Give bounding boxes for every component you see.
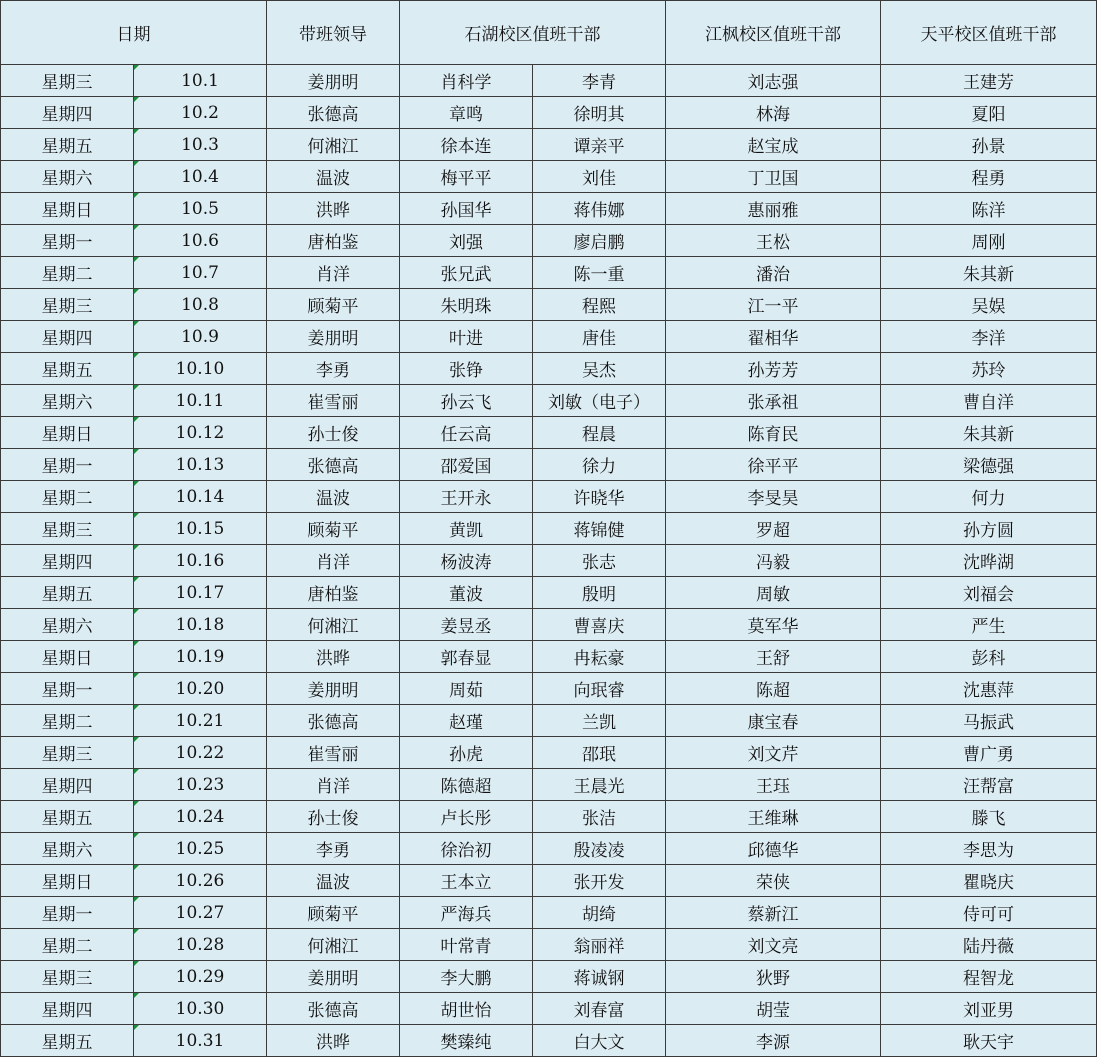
shihu-duty-cell[interactable]: 张兄武: [400, 257, 533, 289]
shihu-duty-cell[interactable]: 孙云飞: [400, 385, 533, 417]
leader-cell[interactable]: 肖洋: [267, 257, 400, 289]
jiangfeng-duty-cell[interactable]: 陈超: [666, 673, 881, 705]
table-row: [1, 321, 1097, 353]
shihu-duty-cell[interactable]: 赵瑾: [400, 705, 533, 737]
shihu-duty-cell[interactable]: 蒋锦健: [533, 513, 666, 545]
table-row: [1, 513, 1097, 545]
weekday-cell[interactable]: 星期六: [1, 833, 134, 865]
shihu-duty-cell[interactable]: 徐力: [533, 449, 666, 481]
jiangfeng-duty-cell[interactable]: 荣侠: [666, 865, 881, 897]
tianping-duty-cell[interactable]: 周刚: [881, 225, 1097, 257]
tianping-duty-cell[interactable]: 吴娱: [881, 289, 1097, 321]
header-shihu-campus[interactable]: 石湖校区值班干部: [400, 1, 666, 65]
weekday-cell[interactable]: 星期三: [1, 65, 134, 97]
jiangfeng-duty-cell[interactable]: 刘志强: [666, 65, 881, 97]
weekday-cell[interactable]: 星期五: [1, 129, 134, 161]
date-cell[interactable]: 10.19: [134, 641, 267, 673]
shihu-duty-cell[interactable]: 程熙: [533, 289, 666, 321]
shihu-duty-cell[interactable]: 陈德超: [400, 769, 533, 801]
header-date[interactable]: 日期: [1, 1, 267, 65]
tianping-duty-cell[interactable]: 滕飞: [881, 801, 1097, 833]
shihu-duty-cell[interactable]: 殷凌凌: [533, 833, 666, 865]
jiangfeng-duty-cell[interactable]: 李源: [666, 1025, 881, 1057]
leader-cell[interactable]: 顾菊平: [267, 897, 400, 929]
shihu-duty-cell[interactable]: 孙国华: [400, 193, 533, 225]
shihu-duty-cell[interactable]: 张铮: [400, 353, 533, 385]
weekday-cell[interactable]: 星期二: [1, 481, 134, 513]
table-row: [1, 897, 1097, 929]
shihu-duty-cell[interactable]: 肖科学: [400, 65, 533, 97]
tianping-duty-cell[interactable]: 马振武: [881, 705, 1097, 737]
shihu-duty-cell[interactable]: 周茹: [400, 673, 533, 705]
shihu-duty-cell[interactable]: 樊臻纯: [400, 1025, 533, 1057]
table-row: [1, 129, 1097, 161]
date-cell[interactable]: 10.16: [134, 545, 267, 577]
table-row: [1, 705, 1097, 737]
tianping-duty-cell[interactable]: 耿天宇: [881, 1025, 1097, 1057]
weekday-cell[interactable]: 星期三: [1, 961, 134, 993]
leader-cell[interactable]: 姜朋明: [267, 673, 400, 705]
header-leader[interactable]: 带班领导: [267, 1, 400, 65]
shihu-duty-cell[interactable]: 朱明珠: [400, 289, 533, 321]
jiangfeng-duty-cell[interactable]: 林海: [666, 97, 881, 129]
table-row: [1, 993, 1097, 1025]
jiangfeng-duty-cell[interactable]: 翟相华: [666, 321, 881, 353]
leader-cell[interactable]: 何湘江: [267, 609, 400, 641]
shihu-duty-cell[interactable]: 王晨光: [533, 769, 666, 801]
shihu-duty-cell[interactable]: 刘强: [400, 225, 533, 257]
leader-cell[interactable]: 张德高: [267, 97, 400, 129]
leader-cell[interactable]: 肖洋: [267, 545, 400, 577]
tianping-duty-cell[interactable]: 陈洋: [881, 193, 1097, 225]
jiangfeng-duty-cell[interactable]: 惠丽雅: [666, 193, 881, 225]
shihu-duty-cell[interactable]: 叶常青: [400, 929, 533, 961]
date-cell[interactable]: 10.24: [134, 801, 267, 833]
tianping-duty-cell[interactable]: 严生: [881, 609, 1097, 641]
tianping-duty-cell[interactable]: 孙方圆: [881, 513, 1097, 545]
leader-cell[interactable]: 张德高: [267, 449, 400, 481]
jiangfeng-duty-cell[interactable]: 刘文芹: [666, 737, 881, 769]
tianping-duty-cell[interactable]: 程智龙: [881, 961, 1097, 993]
weekday-cell[interactable]: 星期二: [1, 257, 134, 289]
shihu-duty-cell[interactable]: 吴杰: [533, 353, 666, 385]
tianping-duty-cell[interactable]: 陆丹薇: [881, 929, 1097, 961]
weekday-cell[interactable]: 星期一: [1, 225, 134, 257]
date-cell[interactable]: 10.23: [134, 769, 267, 801]
shihu-duty-cell[interactable]: 叶进: [400, 321, 533, 353]
tianping-duty-cell[interactable]: 李思为: [881, 833, 1097, 865]
table-row: [1, 769, 1097, 801]
shihu-duty-cell[interactable]: 郭春显: [400, 641, 533, 673]
weekday-cell[interactable]: 星期五: [1, 353, 134, 385]
jiangfeng-duty-cell[interactable]: 孙芳芳: [666, 353, 881, 385]
jiangfeng-duty-cell[interactable]: 冯毅: [666, 545, 881, 577]
jiangfeng-duty-cell[interactable]: 江一平: [666, 289, 881, 321]
shihu-duty-cell[interactable]: 李大鹏: [400, 961, 533, 993]
table-row: [1, 865, 1097, 897]
date-cell[interactable]: 10.14: [134, 481, 267, 513]
leader-cell[interactable]: 张德高: [267, 705, 400, 737]
weekday-cell[interactable]: 星期三: [1, 513, 134, 545]
weekday-cell[interactable]: 星期三: [1, 737, 134, 769]
shihu-duty-cell[interactable]: 兰凯: [533, 705, 666, 737]
leader-cell[interactable]: 何湘江: [267, 929, 400, 961]
jiangfeng-duty-cell[interactable]: 周敏: [666, 577, 881, 609]
shihu-duty-cell[interactable]: 梅平平: [400, 161, 533, 193]
table-row: [1, 929, 1097, 961]
date-cell[interactable]: 10.21: [134, 705, 267, 737]
tianping-duty-cell[interactable]: 夏阳: [881, 97, 1097, 129]
tianping-duty-cell[interactable]: 王建芳: [881, 65, 1097, 97]
table-row: [1, 833, 1097, 865]
leader-cell[interactable]: 温波: [267, 481, 400, 513]
date-cell[interactable]: 10.13: [134, 449, 267, 481]
shihu-duty-cell[interactable]: 卢长彤: [400, 801, 533, 833]
weekday-cell[interactable]: 星期四: [1, 769, 134, 801]
table-row: [1, 257, 1097, 289]
table-row: [1, 801, 1097, 833]
leader-cell[interactable]: 李勇: [267, 833, 400, 865]
jiangfeng-duty-cell[interactable]: 潘治: [666, 257, 881, 289]
jiangfeng-duty-cell[interactable]: 胡莹: [666, 993, 881, 1025]
leader-cell[interactable]: 顾菊平: [267, 513, 400, 545]
table-row: [1, 1025, 1097, 1057]
table-row: [1, 737, 1097, 769]
shihu-duty-cell[interactable]: 蒋诚钢: [533, 961, 666, 993]
table-row: [1, 97, 1097, 129]
date-cell[interactable]: 10.18: [134, 609, 267, 641]
tianping-duty-cell[interactable]: 瞿晓庆: [881, 865, 1097, 897]
date-cell[interactable]: 10.12: [134, 417, 267, 449]
shihu-duty-cell[interactable]: 徐治初: [400, 833, 533, 865]
table-row: [1, 289, 1097, 321]
weekday-cell[interactable]: 星期日: [1, 193, 134, 225]
table-row: [1, 193, 1097, 225]
tianping-duty-cell[interactable]: 刘亚男: [881, 993, 1097, 1025]
jiangfeng-duty-cell[interactable]: 徐平平: [666, 449, 881, 481]
leader-cell[interactable]: 李勇: [267, 353, 400, 385]
tianping-duty-cell[interactable]: 程勇: [881, 161, 1097, 193]
shihu-duty-cell[interactable]: 王开永: [400, 481, 533, 513]
leader-cell[interactable]: 姜朋明: [267, 65, 400, 97]
date-cell[interactable]: 10.27: [134, 897, 267, 929]
shihu-duty-cell[interactable]: 严海兵: [400, 897, 533, 929]
shihu-duty-cell[interactable]: 任云高: [400, 417, 533, 449]
shihu-duty-cell[interactable]: 董波: [400, 577, 533, 609]
tianping-duty-cell[interactable]: 汪帮富: [881, 769, 1097, 801]
shihu-duty-cell[interactable]: 许晓华: [533, 481, 666, 513]
leader-cell[interactable]: 姜朋明: [267, 961, 400, 993]
leader-cell[interactable]: 唐柏鉴: [267, 225, 400, 257]
tianping-duty-cell[interactable]: 曹自洋: [881, 385, 1097, 417]
shihu-duty-cell[interactable]: 张开发: [533, 865, 666, 897]
date-cell[interactable]: 10.5: [134, 193, 267, 225]
shihu-duty-cell[interactable]: 刘春富: [533, 993, 666, 1025]
date-cell[interactable]: 10.8: [134, 289, 267, 321]
weekday-cell[interactable]: 星期四: [1, 97, 134, 129]
weekday-cell[interactable]: 星期日: [1, 865, 134, 897]
shihu-duty-cell[interactable]: 黄凯: [400, 513, 533, 545]
table-row: [1, 641, 1097, 673]
leader-cell[interactable]: 孙士俊: [267, 801, 400, 833]
date-cell[interactable]: 10.29: [134, 961, 267, 993]
shihu-duty-cell[interactable]: 徐明其: [533, 97, 666, 129]
leader-cell[interactable]: 何湘江: [267, 129, 400, 161]
leader-cell[interactable]: 唐柏鉴: [267, 577, 400, 609]
shihu-duty-cell[interactable]: 姜昱丞: [400, 609, 533, 641]
shihu-duty-cell[interactable]: 谭亲平: [533, 129, 666, 161]
tianping-duty-cell[interactable]: 曹广勇: [881, 737, 1097, 769]
shihu-duty-cell[interactable]: 曹喜庆: [533, 609, 666, 641]
weekday-cell[interactable]: 星期日: [1, 417, 134, 449]
date-cell[interactable]: 10.1: [134, 65, 267, 97]
leader-cell[interactable]: 孙士俊: [267, 417, 400, 449]
table-row: [1, 481, 1097, 513]
shihu-duty-cell[interactable]: 邵爱国: [400, 449, 533, 481]
shihu-duty-cell[interactable]: 邵珉: [533, 737, 666, 769]
tianping-duty-cell[interactable]: 沈惠萍: [881, 673, 1097, 705]
leader-cell[interactable]: 洪晔: [267, 641, 400, 673]
jiangfeng-duty-cell[interactable]: 张承祖: [666, 385, 881, 417]
shihu-duty-cell[interactable]: 徐本连: [400, 129, 533, 161]
date-cell[interactable]: 10.11: [134, 385, 267, 417]
shihu-duty-cell[interactable]: 程晨: [533, 417, 666, 449]
tianping-duty-cell[interactable]: 李洋: [881, 321, 1097, 353]
header-tianping-campus[interactable]: 天平校区值班干部: [881, 1, 1097, 65]
jiangfeng-duty-cell[interactable]: 蔡新江: [666, 897, 881, 929]
weekday-cell[interactable]: 星期二: [1, 705, 134, 737]
table-row: [1, 65, 1097, 97]
weekday-cell[interactable]: 星期六: [1, 385, 134, 417]
shihu-duty-cell[interactable]: 胡绮: [533, 897, 666, 929]
leader-cell[interactable]: 张德高: [267, 993, 400, 1025]
shihu-duty-cell[interactable]: 蒋伟娜: [533, 193, 666, 225]
jiangfeng-duty-cell[interactable]: 王珏: [666, 769, 881, 801]
date-cell[interactable]: 10.20: [134, 673, 267, 705]
date-cell[interactable]: 10.28: [134, 929, 267, 961]
jiangfeng-duty-cell[interactable]: 王维琳: [666, 801, 881, 833]
shihu-duty-cell[interactable]: 张志: [533, 545, 666, 577]
tianping-duty-cell[interactable]: 刘福会: [881, 577, 1097, 609]
shihu-duty-cell[interactable]: 刘佳: [533, 161, 666, 193]
schedule-body: [1, 65, 1097, 1057]
leader-cell[interactable]: 洪晔: [267, 193, 400, 225]
leader-cell[interactable]: 崔雪丽: [267, 737, 400, 769]
table-row: [1, 161, 1097, 193]
shihu-duty-cell[interactable]: 白大文: [533, 1025, 666, 1057]
shihu-duty-cell[interactable]: 王本立: [400, 865, 533, 897]
weekday-cell[interactable]: 星期一: [1, 897, 134, 929]
tianping-duty-cell[interactable]: 何力: [881, 481, 1097, 513]
shihu-duty-cell[interactable]: 胡世怡: [400, 993, 533, 1025]
leader-cell[interactable]: 温波: [267, 161, 400, 193]
table-row: [1, 577, 1097, 609]
jiangfeng-duty-cell[interactable]: 刘文亮: [666, 929, 881, 961]
weekday-cell[interactable]: 星期日: [1, 641, 134, 673]
header-jiangfeng-campus[interactable]: 江枫校区值班干部: [666, 1, 881, 65]
weekday-cell[interactable]: 星期四: [1, 321, 134, 353]
jiangfeng-duty-cell[interactable]: 王松: [666, 225, 881, 257]
jiangfeng-duty-cell[interactable]: 罗超: [666, 513, 881, 545]
leader-cell[interactable]: 顾菊平: [267, 289, 400, 321]
date-cell[interactable]: 10.7: [134, 257, 267, 289]
weekday-cell[interactable]: 星期四: [1, 993, 134, 1025]
table-row: [1, 545, 1097, 577]
leader-cell[interactable]: 肖洋: [267, 769, 400, 801]
tianping-duty-cell[interactable]: 苏玲: [881, 353, 1097, 385]
table-row: [1, 673, 1097, 705]
weekday-cell[interactable]: 星期五: [1, 1025, 134, 1057]
jiangfeng-duty-cell[interactable]: 康宝春: [666, 705, 881, 737]
leader-cell[interactable]: 姜朋明: [267, 321, 400, 353]
weekday-cell[interactable]: 星期四: [1, 545, 134, 577]
leader-cell[interactable]: 洪晔: [267, 1025, 400, 1057]
weekday-cell[interactable]: 星期五: [1, 801, 134, 833]
jiangfeng-duty-cell[interactable]: 赵宝成: [666, 129, 881, 161]
leader-cell[interactable]: 崔雪丽: [267, 385, 400, 417]
weekday-cell[interactable]: 星期六: [1, 161, 134, 193]
shihu-duty-cell[interactable]: 刘敏（电子）: [533, 385, 666, 417]
leader-cell[interactable]: 温波: [267, 865, 400, 897]
table-row: [1, 225, 1097, 257]
table-row: [1, 449, 1097, 481]
shihu-duty-cell[interactable]: 孙虎: [400, 737, 533, 769]
shihu-duty-cell[interactable]: 李青: [533, 65, 666, 97]
weekday-cell[interactable]: 星期二: [1, 929, 134, 961]
shihu-duty-cell[interactable]: 廖启鹏: [533, 225, 666, 257]
date-cell[interactable]: 10.2: [134, 97, 267, 129]
shihu-duty-cell[interactable]: 陈一重: [533, 257, 666, 289]
jiangfeng-duty-cell[interactable]: 丁卫国: [666, 161, 881, 193]
date-cell[interactable]: 10.26: [134, 865, 267, 897]
jiangfeng-duty-cell[interactable]: 莫军华: [666, 609, 881, 641]
jiangfeng-duty-cell[interactable]: 王舒: [666, 641, 881, 673]
date-cell[interactable]: 10.3: [134, 129, 267, 161]
weekday-cell[interactable]: 星期一: [1, 449, 134, 481]
shihu-duty-cell[interactable]: 殷明: [533, 577, 666, 609]
tianping-duty-cell[interactable]: 朱其新: [881, 257, 1097, 289]
jiangfeng-duty-cell[interactable]: 狄野: [666, 961, 881, 993]
date-cell[interactable]: 10.22: [134, 737, 267, 769]
shihu-duty-cell[interactable]: 向珉睿: [533, 673, 666, 705]
date-cell[interactable]: 10.17: [134, 577, 267, 609]
shihu-duty-cell[interactable]: 翁丽祥: [533, 929, 666, 961]
date-cell[interactable]: 10.10: [134, 353, 267, 385]
date-cell[interactable]: 10.9: [134, 321, 267, 353]
shihu-duty-cell[interactable]: 唐佳: [533, 321, 666, 353]
shihu-duty-cell[interactable]: 张洁: [533, 801, 666, 833]
shihu-duty-cell[interactable]: 冉耘豪: [533, 641, 666, 673]
date-cell[interactable]: 10.15: [134, 513, 267, 545]
tianping-duty-cell[interactable]: 梁德强: [881, 449, 1097, 481]
tianping-duty-cell[interactable]: 沈晔湖: [881, 545, 1097, 577]
shihu-duty-cell[interactable]: 章鸣: [400, 97, 533, 129]
weekday-cell[interactable]: 星期三: [1, 289, 134, 321]
shihu-duty-cell[interactable]: 杨波涛: [400, 545, 533, 577]
table-row: [1, 353, 1097, 385]
date-cell[interactable]: 10.4: [134, 161, 267, 193]
jiangfeng-duty-cell[interactable]: 陈育民: [666, 417, 881, 449]
date-cell[interactable]: 10.30: [134, 993, 267, 1025]
date-cell[interactable]: 10.25: [134, 833, 267, 865]
jiangfeng-duty-cell[interactable]: 邱德华: [666, 833, 881, 865]
date-cell[interactable]: 10.31: [134, 1025, 267, 1057]
header-row: [1, 1, 1097, 65]
weekday-cell[interactable]: 星期一: [1, 673, 134, 705]
weekday-cell[interactable]: 星期六: [1, 609, 134, 641]
table-row: [1, 961, 1097, 993]
tianping-duty-cell[interactable]: 朱其新: [881, 417, 1097, 449]
weekday-cell[interactable]: 星期五: [1, 577, 134, 609]
jiangfeng-duty-cell[interactable]: 李旻昊: [666, 481, 881, 513]
date-cell[interactable]: 10.6: [134, 225, 267, 257]
table-row: [1, 609, 1097, 641]
table-row: [1, 385, 1097, 417]
table-row: [1, 417, 1097, 449]
tianping-duty-cell[interactable]: 孙景: [881, 129, 1097, 161]
tianping-duty-cell[interactable]: 彭科: [881, 641, 1097, 673]
tianping-duty-cell[interactable]: 侍可可: [881, 897, 1097, 929]
